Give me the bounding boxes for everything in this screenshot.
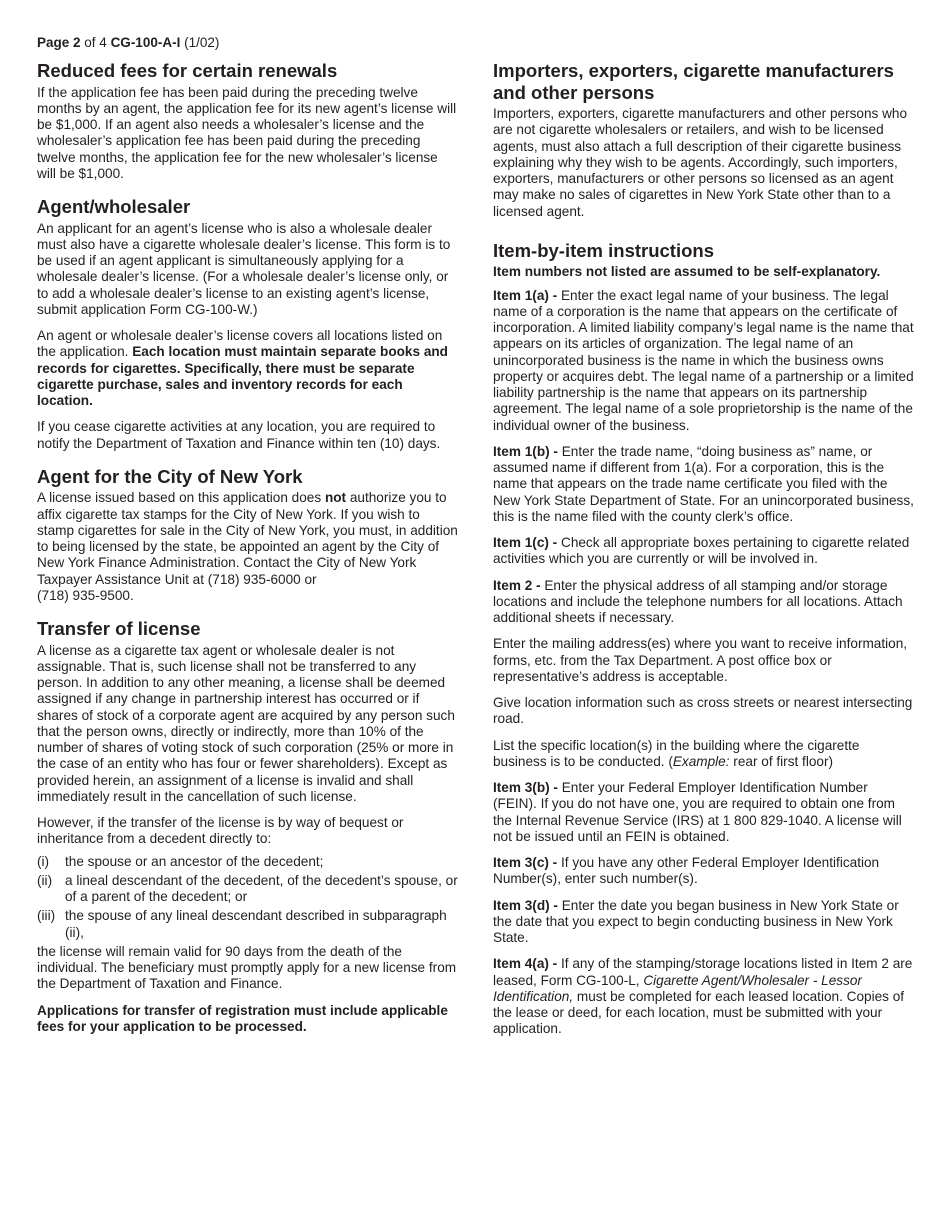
list-text: the spouse or an ancestor of the decedent; [65,853,324,869]
item-label: Item 1(a) - [493,287,558,303]
form-title-italic: Cigarette Agent/Wholesaler - Lessor Identification, [493,972,862,1004]
section-title: Importers, exporters, cigarette manufacturers and other persons [493,60,894,103]
page-header [37,34,219,51]
item-1a [493,288,915,434]
section-title: Agent for the City of New York [37,465,303,487]
item-3c [493,855,915,888]
right-column [493,60,915,1048]
paragraph-bold: Applications for transfer of registration must include applicable fees for your application to be processed. [37,1002,448,1034]
item-label: Item 2 - [493,577,541,593]
item-text: Enter the date you began business in New York State or the date that you expect to begin conducting business in New York State. [493,897,899,945]
item-3d [493,898,915,947]
paragraph-bold-text: not [324,490,347,506]
phone-number: (718) 935-9500. [37,587,134,603]
paragraph [37,490,459,604]
paragraph: A license as a cigarette tax agent or wholesale dealer is not assignable. That is, such license shall not be transferred to any person. In addition to any other meaning, a license shall be deemed assigned if any change in partnership interest has occurred or if shares of stock of a corporate agent are acquired by any person such that the person owns, directly or indirectly, more than 10% of the number of shares of voting stock of such corporation (25% or more in the case of an entity who has four or fewer shareholders). Except as provided herein, an assignment of a license is invalid and shall immediately result in the cancellation of such license. [37,642,455,804]
list-number: (ii) [37,872,53,888]
list-number: (i) [37,853,50,869]
section-title: Item-by-item instructions [493,239,714,261]
item-text: must be completed for each leased location. Copies of the lease or deed, for each location, must be submitted with your application. [493,988,905,1037]
paragraph [37,328,459,409]
item-4a [493,956,915,1037]
form-revision: (1/02) [180,35,220,50]
item-label: Item 4(a) - [493,956,558,972]
item-text: Enter the exact legal name of your business. The legal name of a corporation is the name that appears on the certificate of incorporation. A limited liability company’s legal name is the name that appears on its articles of organization. The legal name of an unincorporated business is the name in which the business owns property or acquires debt. The legal name of a partnership or a limited liability partnership is the name that appears on its partnership agreement. The legal name of a sole proprietorship is the name of the individual owner of the business. [493,287,914,433]
section-importers [493,60,915,220]
item-text: Enter your Federal Employer Identification Number (FEIN). If you do not have one, you are required to obtain one from the Internal Revenue Service (IRS) at 1 800 829-1040. A license will not be issued until an FEIN is obtained. [493,780,902,844]
page-of: of 4 [80,35,111,50]
item-text: Check all appropriate boxes pertaining to cigarette related activities which you are currently or will be involved in. [493,535,910,567]
section-title: Transfer of license [37,618,201,639]
item-2 [493,578,915,627]
section-item-instructions [493,240,915,1038]
paragraph-text: A license issued based on this application does [37,490,325,506]
item-1b [493,444,915,525]
item-text: Enter the trade name, “doing business as” name, or assumed name if different from 1(a). For a corporation, this is the name that appears on the trade name certificate you filed with the New York State Department of State. For an unincorporated business, this is the name filed with the county clerk’s office. [493,443,914,524]
paragraph: If you cease cigarette activities at any location, you are required to notify the Department of Taxation and Finance within ten (10) days. [37,419,441,451]
item-label: Item 3(d) - [493,897,558,913]
section-title: Agent/wholesaler [37,196,191,217]
section-transfer [37,618,459,1035]
list-text: a lineal descendant of the decedent, of the decedent’s spouse, or of a parent of the decedent; or [65,872,458,904]
paragraph: If the application fee has been paid during the preceding twelve months by an agent, the application fee for its new agent’s license will be $1,000. If an agent also needs a wholesaler’s license and the wholesaler’s application fee has been paid during the preceding twelve months, the application fee for the new wholesaler’s license will be $1,000. [37,84,457,181]
item-label: Item 3(b) - [493,780,558,795]
item-text: If any of the stamping/storage locations listed in Item 2 are leased, Form CG-100-L, [493,956,913,988]
list-item [37,908,459,941]
transfer-list [37,854,459,941]
list-text: the spouse of any lineal descendant described in subparagraph (ii), [65,908,447,940]
left-column [37,60,459,1045]
paragraph: An applicant for an agent’s license who is also a wholesale dealer must also have a cigarette wholesale dealer’s license. This form is to be used if an agent applicant is simultaneously applying for a wholesale dealer’s license. (For a wholesale dealer’s license only, or to add a wholesale dealer’s license to an existing agent’s license, submit application Form CG-100-W.) [37,220,451,317]
form-id: CG-100-A-I [110,35,181,50]
paragraph: Importers, exporters, cigarette manufacturers and other persons who are not cigarette wholesalers or retailers, and wish to be licensed agents, must also attach a full description of their cigarette business explaining why they wish to be agents. Accordingly, such importers, exporters, manufacturers or other persons so licensed as an agent may make no sales of cigarettes in New York State other than to a licensed agent. [493,106,908,219]
item-3b [493,780,915,845]
paragraph: However, if the transfer of the license is by way of bequest or inheritance from a decedent directly to: [37,815,404,847]
paragraph-text: List the specific location(s) in the building where the cigarette business is to be conducted. ( [493,737,860,769]
item-label: Item 1(b) - [493,443,558,459]
list-item [37,873,459,906]
item-text: Enter the physical address of all stamping and/or storage locations and include the telephone numbers for all locations. Attach additional sheets if necessary. [493,577,903,625]
paragraph-text: authorize you to affix cigarette tax stamps for the City of New York. If you wish to stamp cigarettes for sale in the City of New York, you must, in addition to being licensed by the state, be appointed an agent by the City of New York Finance Administration. Contact the City of New York Taxpayer Assistance Unit at (718) 935-6000 or [37,490,458,587]
section-agent-wholesaler [37,196,459,452]
item-text: If you have any other Federal Employer Identification Number(s), enter such number(s). [493,855,880,887]
section-subhead: Item numbers not listed are assumed to be self-explanatory. [493,264,881,280]
paragraph-mailing: Enter the mailing address(es) where you want to receive information, forms, etc. from the Tax Department. A post office box or representative’s address is acceptable. [493,636,908,684]
list-number: (iii) [37,908,56,924]
paragraph-text: An agent or wholesale dealer’s license covers all locations listed on the application. [37,328,443,360]
section-agent-nyc [37,466,459,604]
section-title: Reduced fees for certain renewals [37,60,338,81]
list-item [37,854,459,870]
page-number: Page 2 [37,35,81,50]
paragraph-bold-text: Each location must maintain separate books and records for cigarettes. Specifically, there must be separate cigarette purchase, sales and inventory records for each location. [37,344,448,408]
paragraph-specific-location [493,738,915,771]
item-1c [493,535,915,568]
section-reduced-fees [37,60,459,182]
paragraph: the license will remain valid for 90 days from the death of the individual. The beneficiary must promptly apply for a new license from the Department of Taxation and Finance. [37,943,457,992]
paragraph-text: rear of first floor) [729,753,834,769]
item-label: Item 3(c) - [493,855,558,870]
paragraph-location-info: Give location information such as cross streets or nearest intersecting road. [493,695,913,727]
item-label: Item 1(c) - [493,535,558,550]
example-label: Example: [672,753,730,769]
